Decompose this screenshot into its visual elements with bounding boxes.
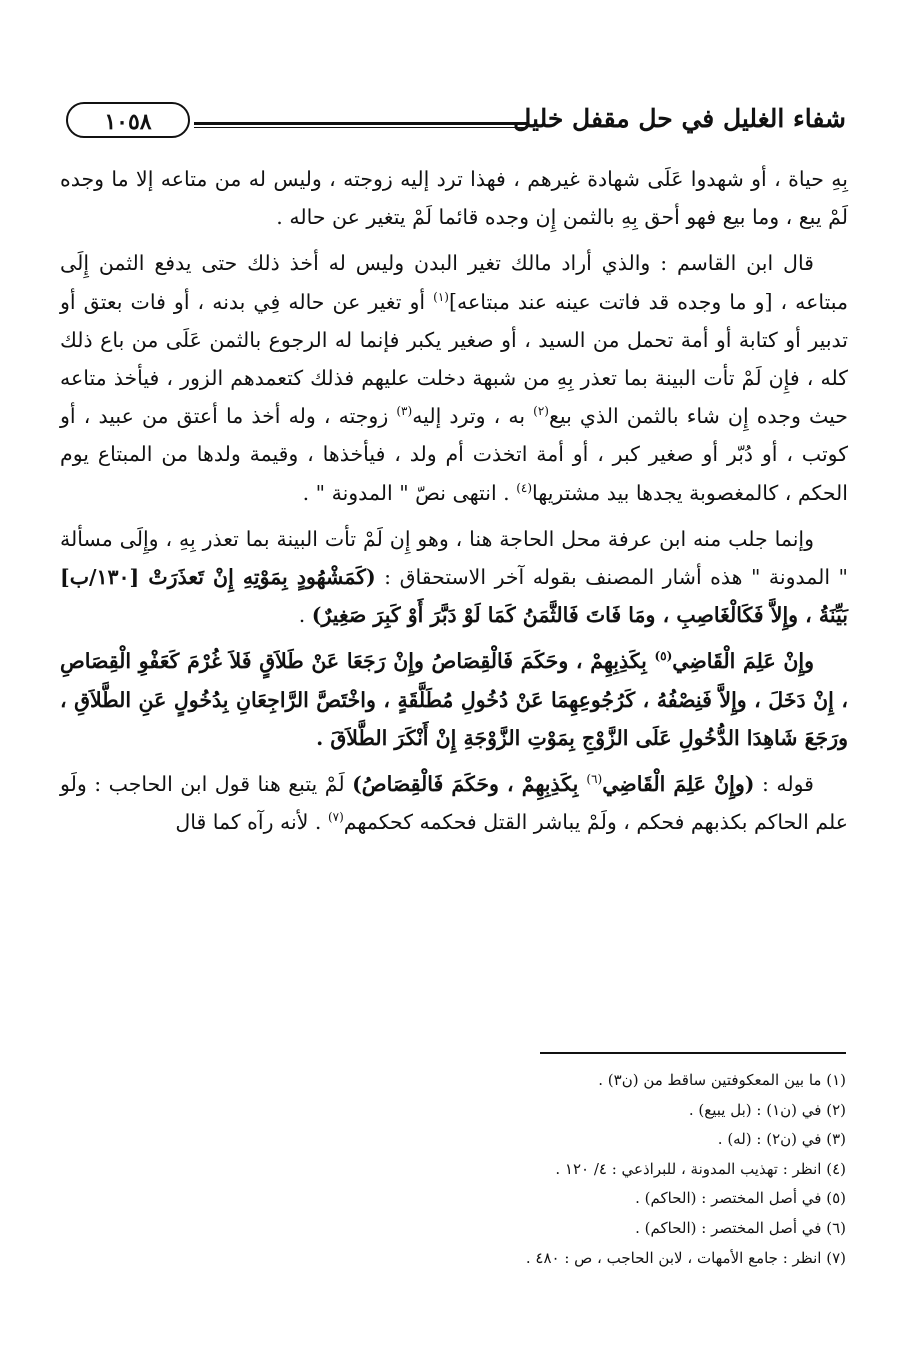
footnote: (٤) انظر : تهذيب المدونة ، للبراذعي : ٤/ ١٢٠ . bbox=[555, 1159, 846, 1178]
text-run: به ، وترد إليه bbox=[412, 404, 534, 429]
running-title: شفاء الغليل في حل مقفل خليل bbox=[513, 104, 846, 133]
main-text bbox=[60, 160, 848, 849]
text-run: وإنما جلب منه ابن عرفة محل الحاجة هنا ، وهو إِن لَمْ تأت البينة بما تعذر بِهِ ، وإِلَى مسألة " المدونة " هذه أشار المصنف بقوله آخر الاستحقاق : bbox=[60, 526, 848, 590]
paragraph-2 bbox=[60, 244, 848, 511]
matn-quote: بِكَذِبِهِمْ ، وحَكَمَ فَالْقِصَاصُ) bbox=[352, 772, 587, 797]
footnote-ref-4: (٤) bbox=[516, 480, 533, 495]
paragraph-1: بِهِ حياة ، أو شهدوا عَلَى شهادة غيرهم ، فهذا ترد إليه زوجته ، وليس له من متاعه إلا ما وجده لَمْ يبع ، وما بيع فهو أحق بِهِ بالثمن إِن وجده قائما لَمْ يتغير عن حاله . bbox=[60, 167, 848, 230]
text-run: قوله : bbox=[754, 772, 814, 797]
footnote: (٢) في (ن١) : (بل يبيع) . bbox=[688, 1100, 846, 1119]
text-run: زوجته ، وله أخذ ما أعتق من عبيد ، أو كوتب ، أو دُبّر أو صغير كبر ، أو أمة اتخذت أم ولد ، فيأخذها ، وقيمة ولدها من المبتاع يوم الحكم ، كالمغصوبة يجدها بيد مشتريها bbox=[60, 404, 848, 505]
header-rule bbox=[194, 122, 528, 128]
footnote-ref-1: (١) bbox=[433, 289, 449, 304]
text-run: أو تغير عن حاله فِي بدنه ، أو فات بعتق أو تدبير أو كتابة أو أمة تحمل من السيد ، أو صغير يكبر فإنما له الرجوع بالثمن عَلَى من باع ذلك كله ، فإِن لَمْ تأت البينة بما تعذر بِهِ من شبهة دخلت عليهم فذلك كتعمدهم الزور ، فيأخذ متاعه حيث وجده إِن شاء بالثمن الذي بيع bbox=[60, 289, 848, 429]
text-run: . انتهى نصّ " المدونة " . bbox=[302, 480, 517, 505]
footnote: (٧) انظر : جامع الأمهات ، لابن الحاجب ، ص : ٤٨٠ . bbox=[525, 1248, 846, 1267]
text-run: . لأنه رآه كما قال bbox=[175, 810, 328, 835]
paragraph-5 bbox=[60, 765, 848, 841]
matn-run: بِكَذِبِهِمْ ، وحَكَمَ فَالْقِصَاصُ وإِنْ رَجَعَا عَنْ طَلاَقٍ فَلاَ غُرْمَ كَعَفْوِ الْقِصَاصِ ، إِنْ دَخَلَ ، وإِلاَّ فَنِصْفُهُ ، كَرُجُوعِهِمَا عَنْ دُخُولِ مُطَلَّقَةٍ ، واخْتَصَّ الرَّاجِعَانِ بِدُخُولٍ عَنِ الطَّلاَقِ ، ورَجَعَ شَاهِدَا الدُّخُولِ عَلَى الزَّوْجِ بِمَوْتِ الزَّوْجَةِ إِنْ أَنْكَرَ الطَّلاَقَ . bbox=[60, 649, 848, 750]
text-run: . bbox=[298, 603, 312, 628]
footnote: (١) ما بين المعكوفتين ساقط من (ن٣) . bbox=[598, 1071, 846, 1089]
footnote-ref-5: (٥) bbox=[654, 649, 673, 664]
footnote-ref-2: (٢) bbox=[533, 404, 549, 419]
page-number: ١٠٥٨ bbox=[66, 102, 190, 138]
matn-quote: (وإِنْ عَلِمَ الْقَاضِي bbox=[602, 772, 755, 797]
text-run: لَمْ يتبع هنا قول ابن الحاجب : ولَو علم الحاكم بكذبهم فحكم ، ولَمْ يباشر القتل فحكمه كحكمهم bbox=[60, 772, 848, 835]
matn-quote: (كَمَشْهُودٍ بِمَوْتِهِ إِنْ تَعذَرَتْ [١٣٠/ب] بَيِّنَةُ ، وإِلاَّ فَكَالْغَاصِبِ ، ومَا فَاتَ فَالثَّمَنُ كَمَا لَوْ دَبَّرَ أَوْ كَبِرَ صَغِيرٌ) bbox=[60, 565, 848, 628]
matn-run: وإِنْ عَلِمَ الْقَاضِي bbox=[672, 649, 814, 674]
footnote-ref-6: (٦) bbox=[586, 772, 603, 787]
paragraph-3 bbox=[60, 520, 848, 635]
footnote: (٥) في أصل المختصر : (الحاكم) . bbox=[635, 1189, 846, 1208]
footnote-rule bbox=[540, 1052, 846, 1054]
page-header bbox=[66, 100, 846, 146]
footnotes bbox=[326, 1066, 846, 1273]
footnote-ref-7: (٧) bbox=[327, 810, 344, 825]
matn-paragraph bbox=[60, 642, 848, 757]
footnote: (٦) في أصل المختصر : (الحاكم) . bbox=[635, 1218, 846, 1237]
footnote: (٣) في (ن٢) : (له) . bbox=[717, 1130, 846, 1149]
text-run: قال ابن القاسم : والذي أراد مالك تغير البدن وليس له أخذ ذلك حتى يدفع الثمن إِلَى مبتاعه ، [و ما وجده قد فاتت عينه عند مبتاعه] bbox=[60, 251, 848, 314]
footnote-ref-3: (٣) bbox=[396, 404, 413, 419]
